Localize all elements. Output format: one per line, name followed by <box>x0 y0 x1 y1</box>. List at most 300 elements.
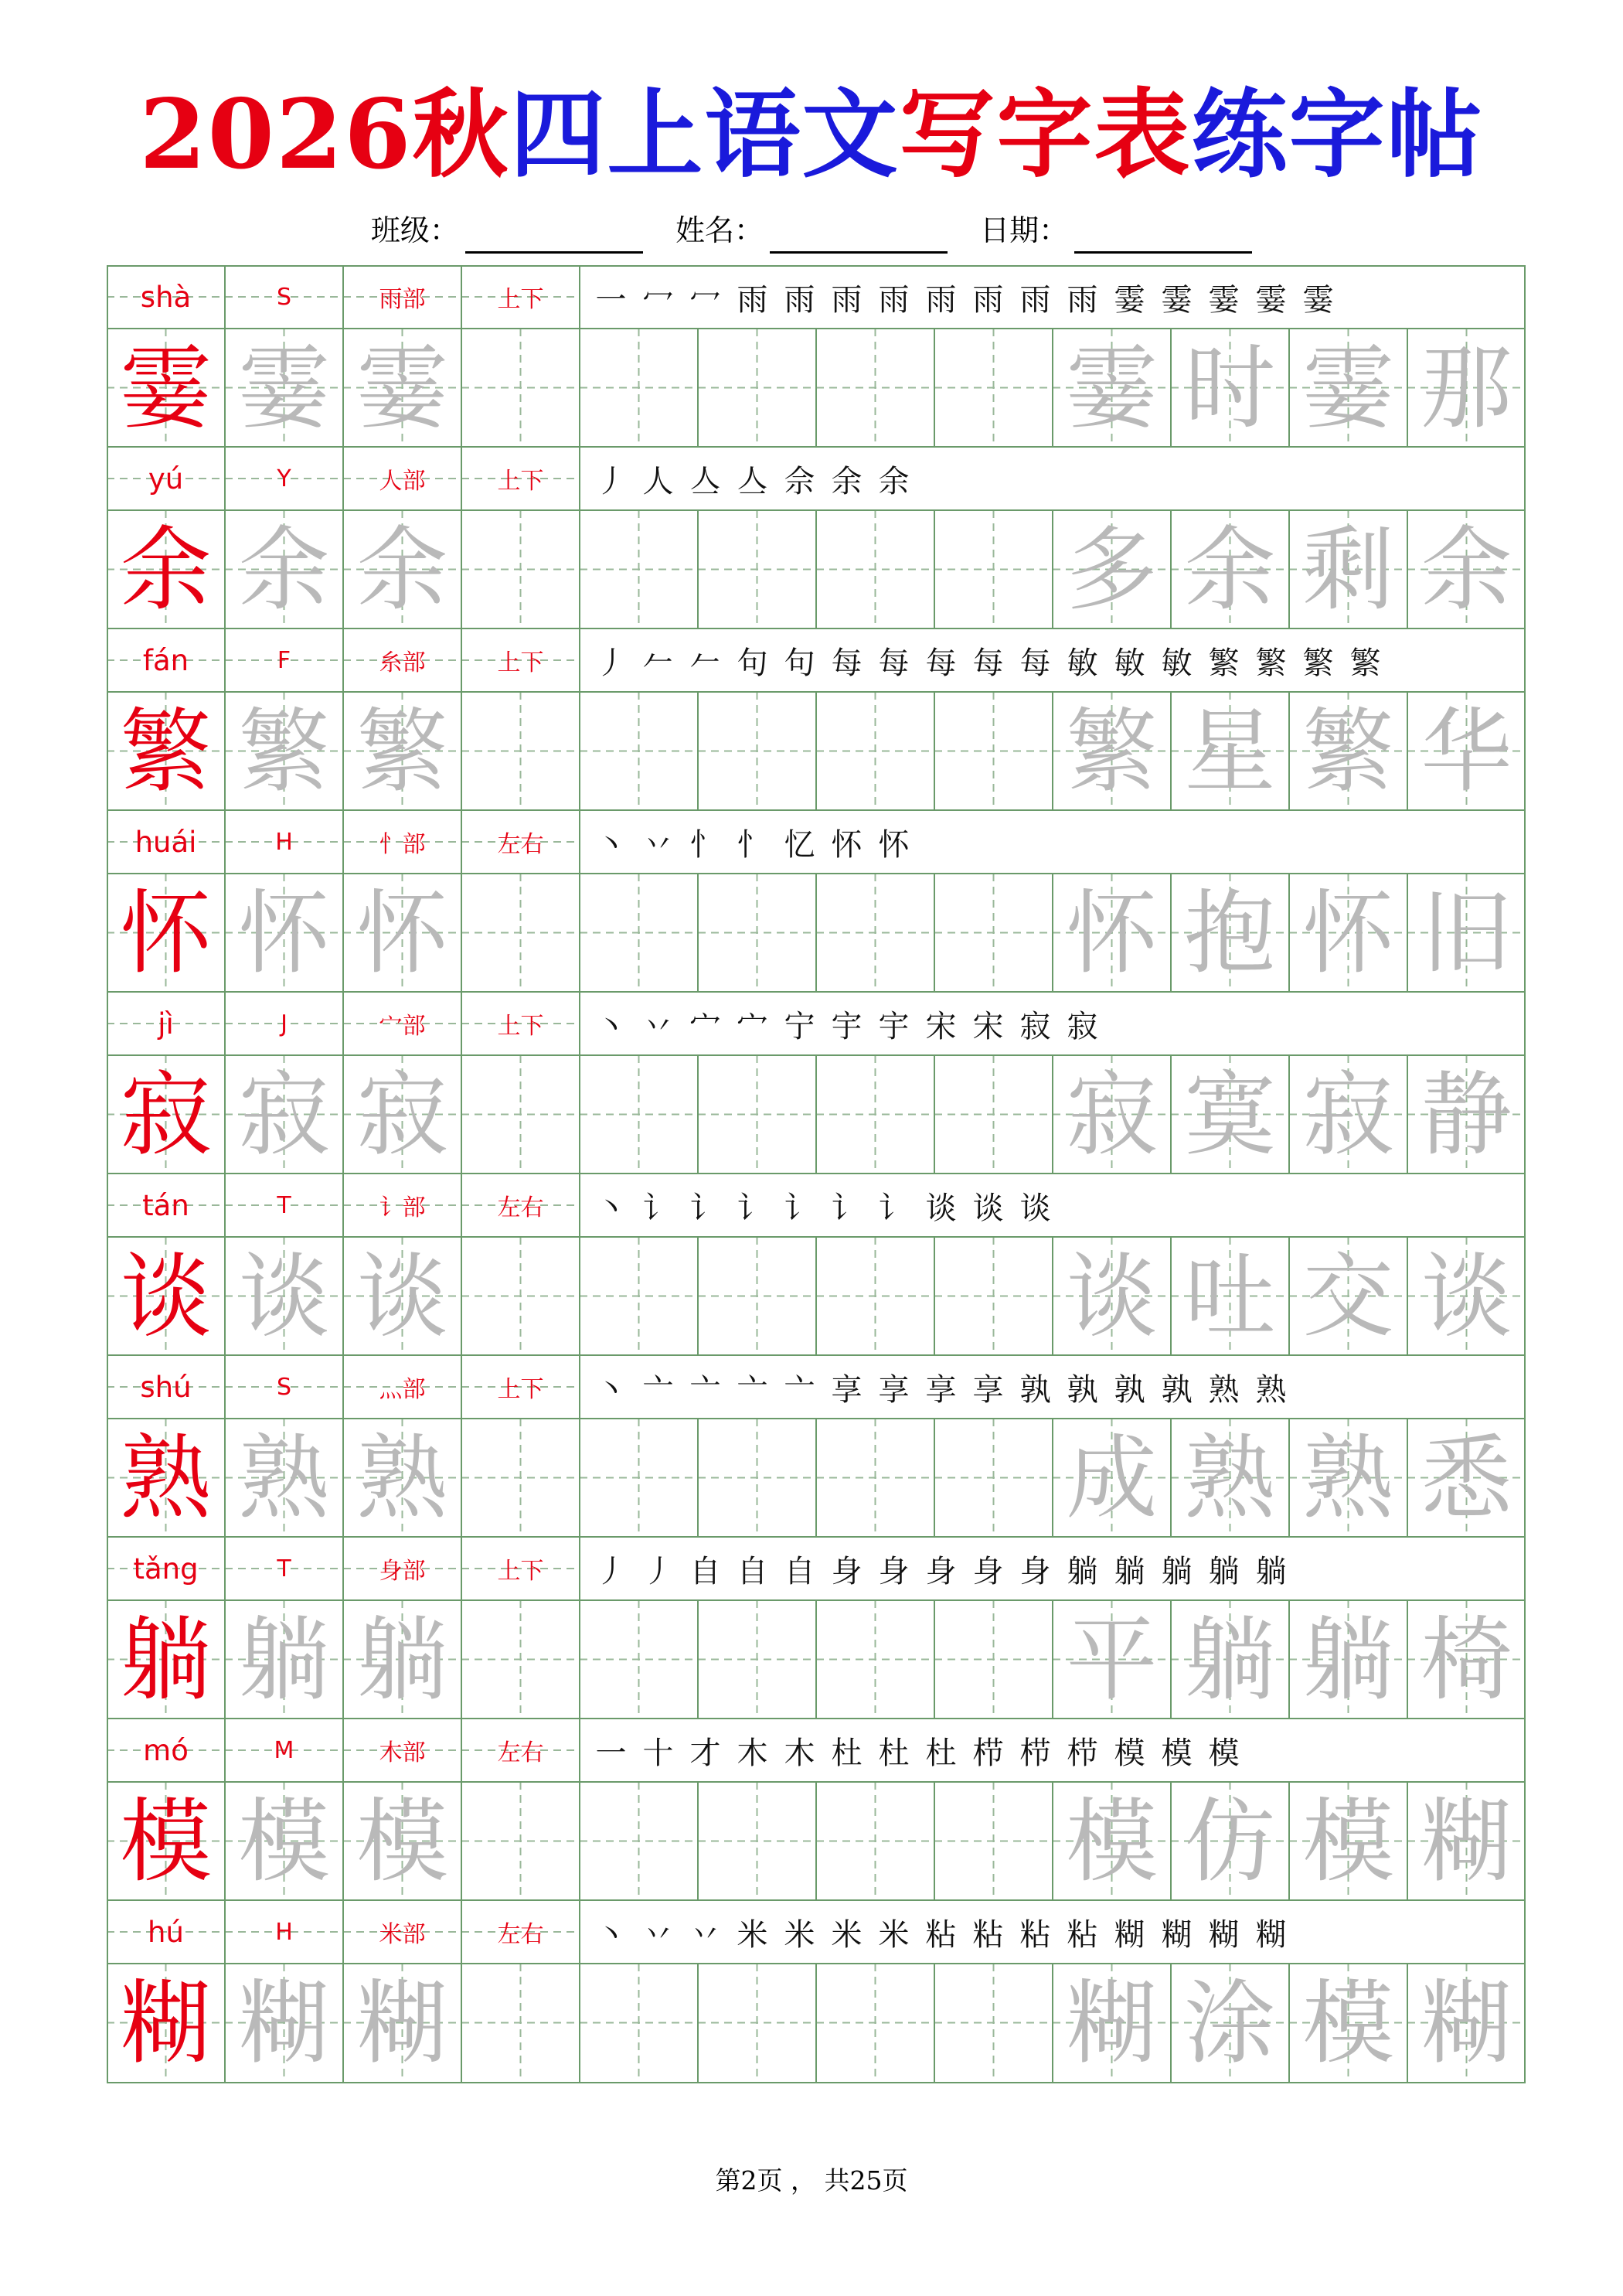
structure-label: 左右 <box>497 1739 544 1766</box>
initial-letter-cell <box>225 447 343 510</box>
stroke-step: 宀 <box>737 1008 768 1044</box>
trace-character: 余 <box>356 516 448 623</box>
word-trace-character: 多 <box>1066 516 1158 623</box>
stroke-order-row <box>580 629 1526 692</box>
radical-label: 糸部 <box>379 649 426 676</box>
stroke-step: 丿 <box>595 1553 627 1589</box>
model-character: 寂 <box>120 1061 212 1168</box>
title-segment: 四上语文 <box>509 79 900 191</box>
stroke-step: 模 <box>1114 1735 1145 1771</box>
stroke-step: 丿 <box>642 1553 674 1589</box>
word-trace-character-cell <box>1171 1419 1289 1537</box>
stroke-step: 讠 <box>831 1190 863 1226</box>
stroke-step: 躺 <box>1161 1553 1193 1589</box>
word-trace-character-cell <box>1171 1782 1289 1900</box>
stroke-step: 讠 <box>737 1190 768 1226</box>
initial-letter: M <box>274 1736 294 1764</box>
stroke-step: 余 <box>831 463 863 499</box>
word-trace-character-cell <box>1053 1055 1171 1174</box>
word-trace-character: 抱 <box>1184 879 1276 986</box>
radical-label: 木部 <box>379 1739 426 1766</box>
initial-letter: Y <box>277 465 291 492</box>
stroke-step: 丷 <box>642 1008 674 1044</box>
word-trace-character-cell <box>1289 692 1407 810</box>
pinyin-label-cell <box>107 629 225 692</box>
word-trace-character-cell <box>1053 329 1171 447</box>
stroke-step: 每 <box>925 645 957 681</box>
model-character: 糊 <box>120 1969 212 2076</box>
structure-label: 上下 <box>497 1376 544 1403</box>
model-character-cell <box>107 1782 225 1900</box>
stroke-step: 宀 <box>689 1008 721 1044</box>
trace-character: 谈 <box>356 1242 448 1350</box>
word-trace-character: 那 <box>1421 334 1512 441</box>
structure-label: 上下 <box>497 286 544 313</box>
stroke-order-row <box>580 1537 1526 1600</box>
model-character-cell <box>107 1419 225 1537</box>
structure-label-cell <box>461 810 580 874</box>
pinyin-label: mó <box>143 1733 189 1767</box>
radical-label: 身部 <box>379 1558 426 1585</box>
stroke-step: 雨 <box>925 281 957 318</box>
stroke-step: 木 <box>737 1735 768 1771</box>
radical-label-cell <box>343 447 461 510</box>
stroke-step: 每 <box>878 645 910 681</box>
word-trace-character-cell <box>1407 1600 1526 1719</box>
stroke-step: 每 <box>972 645 1004 681</box>
word-trace-character-cell <box>1407 692 1526 810</box>
word-trace-character-cell <box>1407 510 1526 629</box>
stroke-step: 宇 <box>831 1008 863 1044</box>
trace-character: 怀 <box>238 879 330 986</box>
stroke-step: 繁 <box>1349 645 1381 681</box>
model-character-cell <box>107 1600 225 1719</box>
word-trace-character-cell <box>1053 874 1171 992</box>
stroke-step: 身 <box>1019 1553 1051 1589</box>
initial-letter: H <box>275 1918 293 1946</box>
stroke-step: 怀 <box>878 826 910 863</box>
stroke-step: 佘 <box>784 463 815 499</box>
trace-character-cell <box>225 329 343 447</box>
stroke-step: 身 <box>831 1553 863 1589</box>
trace-character: 怀 <box>356 879 448 986</box>
word-trace-character-cell <box>1289 1237 1407 1355</box>
trace-character: 糊 <box>238 1969 330 2076</box>
stroke-step: 忄 <box>689 826 721 863</box>
stroke-step: 模 <box>1208 1735 1240 1771</box>
word-trace-character-cell <box>1171 874 1289 992</box>
stroke-order-row <box>580 1174 1526 1237</box>
word-trace-character-cell <box>1407 1782 1526 1900</box>
radical-label-cell <box>343 810 461 874</box>
word-trace-character-cell <box>1289 329 1407 447</box>
stroke-step: 熟 <box>1208 1371 1240 1408</box>
stroke-step: 杜 <box>925 1735 957 1771</box>
pinyin-label: shà <box>140 280 192 314</box>
stroke-step: 讠 <box>784 1190 815 1226</box>
stroke-step: 丶 <box>595 1190 627 1226</box>
stroke-step: 糊 <box>1161 1916 1193 1953</box>
stroke-step: 丶 <box>595 826 627 863</box>
word-trace-character: 涂 <box>1184 1969 1276 2076</box>
word-trace-character: 霎 <box>1066 334 1158 441</box>
stroke-step: 敏 <box>1114 645 1145 681</box>
structure-label: 左右 <box>497 831 544 858</box>
stroke-step: 糊 <box>1114 1916 1145 1953</box>
word-trace-character-cell <box>1053 692 1171 810</box>
word-trace-character-cell <box>1289 1964 1407 2082</box>
stroke-step: 糊 <box>1255 1916 1287 1953</box>
stroke-step: 一 <box>595 281 627 318</box>
stroke-step: 宁 <box>784 1008 815 1044</box>
trace-character: 躺 <box>356 1606 448 1713</box>
structure-label-cell <box>461 1719 580 1782</box>
stroke-order-row <box>580 992 1526 1055</box>
structure-label-cell <box>461 447 580 510</box>
word-trace-character-cell <box>1053 1782 1171 1900</box>
model-character-cell <box>107 510 225 629</box>
word-trace-character: 平 <box>1066 1606 1158 1713</box>
stroke-step: 亠 <box>642 1371 674 1408</box>
initial-letter-cell <box>225 265 343 329</box>
pinyin-label-cell <box>107 1900 225 1964</box>
word-trace-character-cell <box>1171 510 1289 629</box>
class-label: 班级： <box>370 213 459 247</box>
stroke-step: 繁 <box>1208 645 1240 681</box>
word-trace-character: 模 <box>1066 1787 1158 1895</box>
word-trace-character: 寂 <box>1066 1061 1158 1168</box>
trace-character: 寂 <box>238 1061 330 1168</box>
trace-character: 熟 <box>356 1424 448 1531</box>
trace-character-cell <box>343 692 461 810</box>
stroke-step: 雨 <box>1067 281 1098 318</box>
stroke-step: 孰 <box>1067 1371 1098 1408</box>
trace-character-cell <box>225 1055 343 1174</box>
pinyin-label-cell <box>107 810 225 874</box>
word-trace-character: 静 <box>1421 1061 1512 1168</box>
stroke-step: 粘 <box>925 1916 957 1953</box>
trace-character: 糊 <box>356 1969 448 2076</box>
model-character: 熟 <box>120 1424 212 1531</box>
stroke-step: 讠 <box>878 1190 910 1226</box>
name-blank <box>770 216 948 254</box>
stroke-step: 享 <box>925 1371 957 1408</box>
stroke-step: 糊 <box>1208 1916 1240 1953</box>
title-segment: 2026秋 <box>139 79 510 191</box>
stroke-step: 霎 <box>1255 281 1287 318</box>
word-trace-character-cell <box>1171 1964 1289 2082</box>
initial-letter: T <box>277 1191 291 1219</box>
stroke-step: 栉 <box>1067 1735 1098 1771</box>
stroke-step: 丿 <box>595 645 627 681</box>
stroke-step: 繁 <box>1302 645 1334 681</box>
radical-label: 人部 <box>379 468 426 495</box>
word-trace-character-cell <box>1171 1237 1289 1355</box>
model-character: 躺 <box>120 1606 212 1713</box>
title-segment: 练字帖 <box>1191 79 1484 191</box>
stroke-step: 𠂉 <box>689 645 721 681</box>
radical-label-cell <box>343 1719 461 1782</box>
stroke-step: 丶 <box>595 1916 627 1953</box>
page-title <box>0 73 1623 197</box>
stroke-step: 霎 <box>1114 281 1145 318</box>
stroke-step: 句 <box>784 645 815 681</box>
structure-label-cell <box>461 1355 580 1419</box>
trace-character: 寂 <box>356 1061 448 1168</box>
stroke-step: 一 <box>595 1735 627 1771</box>
structure-label: 左右 <box>497 1194 544 1221</box>
structure-label-cell <box>461 1537 580 1600</box>
stroke-step: 米 <box>831 1916 863 1953</box>
word-trace-character: 繁 <box>1302 697 1394 805</box>
stroke-step: 人 <box>642 463 674 499</box>
model-character-cell <box>107 1237 225 1355</box>
radical-label-cell <box>343 629 461 692</box>
stroke-step: 亠 <box>784 1371 815 1408</box>
initial-letter-cell <box>225 1900 343 1964</box>
word-trace-character-cell <box>1289 1055 1407 1174</box>
stroke-step: 寂 <box>1067 1008 1098 1044</box>
stroke-step: 躺 <box>1255 1553 1287 1589</box>
stroke-step: 模 <box>1161 1735 1193 1771</box>
initial-letter-cell <box>225 1355 343 1419</box>
stroke-step: 身 <box>878 1553 910 1589</box>
word-trace-character: 星 <box>1184 697 1276 805</box>
initial-letter: J <box>281 1010 288 1037</box>
class-blank <box>465 216 643 254</box>
word-trace-character-cell <box>1407 1964 1526 2082</box>
trace-character-cell <box>343 1782 461 1900</box>
trace-character: 余 <box>238 516 330 623</box>
trace-character-cell <box>343 1964 461 2082</box>
name-label: 姓名： <box>675 213 764 247</box>
model-character: 模 <box>120 1787 212 1895</box>
trace-character-cell <box>343 329 461 447</box>
title-segment: 写字表 <box>899 79 1192 191</box>
student-info-line <box>0 207 1623 254</box>
pinyin-label: yú <box>148 462 184 496</box>
word-trace-character-cell <box>1053 1419 1171 1537</box>
radical-label-cell <box>343 992 461 1055</box>
stroke-step: 雨 <box>737 281 768 318</box>
trace-character: 谈 <box>238 1242 330 1350</box>
pinyin-label-cell <box>107 1719 225 1782</box>
word-trace-character-cell <box>1407 1055 1526 1174</box>
trace-character-cell <box>343 1055 461 1174</box>
radical-label-cell <box>343 1537 461 1600</box>
model-character: 谈 <box>120 1242 212 1350</box>
date-blank <box>1074 216 1252 254</box>
initial-letter-cell <box>225 1537 343 1600</box>
stroke-order-row <box>580 810 1526 874</box>
word-trace-character-cell <box>1289 1419 1407 1537</box>
trace-character-cell <box>225 1419 343 1537</box>
trace-character-cell <box>225 692 343 810</box>
stroke-step: 宋 <box>925 1008 957 1044</box>
trace-character-cell <box>225 1237 343 1355</box>
stroke-step: 粘 <box>1067 1916 1098 1953</box>
stroke-step: 米 <box>737 1916 768 1953</box>
stroke-step: 谈 <box>925 1190 957 1226</box>
word-trace-character-cell <box>1171 1055 1289 1174</box>
stroke-step: 米 <box>878 1916 910 1953</box>
word-trace-character: 糊 <box>1066 1969 1158 2076</box>
stroke-step: 寂 <box>1019 1008 1051 1044</box>
stroke-step: 杜 <box>878 1735 910 1771</box>
structure-label: 左右 <box>497 1921 544 1948</box>
stroke-step: 享 <box>878 1371 910 1408</box>
structure-label-cell <box>461 265 580 329</box>
word-trace-character-cell <box>1289 1600 1407 1719</box>
stroke-step: 句 <box>737 645 768 681</box>
stroke-step: 身 <box>925 1553 957 1589</box>
model-character-cell <box>107 692 225 810</box>
stroke-step: 享 <box>972 1371 1004 1408</box>
stroke-order-row <box>580 1719 1526 1782</box>
practice-sheet <box>107 265 1526 2083</box>
stroke-step: 每 <box>831 645 863 681</box>
word-trace-character: 椅 <box>1421 1606 1512 1713</box>
stroke-step: 𠂉 <box>642 645 674 681</box>
stroke-step: 雨 <box>831 281 863 318</box>
stroke-step: 宇 <box>878 1008 910 1044</box>
initial-letter: H <box>275 828 293 856</box>
stroke-step: 亠 <box>689 1371 721 1408</box>
model-character-cell <box>107 329 225 447</box>
model-character-cell <box>107 1964 225 2082</box>
pinyin-label: huái <box>134 825 197 859</box>
trace-character-cell <box>225 874 343 992</box>
stroke-step: 讠 <box>642 1190 674 1226</box>
trace-character: 繁 <box>238 697 330 805</box>
pinyin-label: jì <box>158 1007 174 1041</box>
word-trace-character: 寂 <box>1302 1061 1394 1168</box>
word-trace-character: 成 <box>1066 1424 1158 1531</box>
structure-label: 上下 <box>497 1013 544 1040</box>
stroke-step: 余 <box>878 463 910 499</box>
model-character: 怀 <box>120 879 212 986</box>
stroke-step: 才 <box>689 1735 721 1771</box>
trace-character: 繁 <box>356 697 448 805</box>
stroke-step: 栉 <box>1019 1735 1051 1771</box>
word-trace-character-cell <box>1289 874 1407 992</box>
stroke-step: 躺 <box>1208 1553 1240 1589</box>
stroke-step: 宋 <box>972 1008 1004 1044</box>
stroke-step: 亼 <box>689 463 721 499</box>
stroke-step: 怀 <box>831 826 863 863</box>
pinyin-label: fán <box>142 643 189 677</box>
word-trace-character-cell <box>1171 329 1289 447</box>
initial-letter-cell <box>225 629 343 692</box>
stroke-step: 十 <box>642 1735 674 1771</box>
stroke-step: 亠 <box>737 1371 768 1408</box>
stroke-step: 雨 <box>878 281 910 318</box>
word-trace-character: 时 <box>1184 334 1276 441</box>
word-trace-character-cell <box>1407 1237 1526 1355</box>
word-trace-character: 糊 <box>1421 1787 1512 1895</box>
stroke-step: 丷 <box>689 1916 721 1953</box>
stroke-step: 孰 <box>1114 1371 1145 1408</box>
word-trace-character-cell <box>1053 1964 1171 2082</box>
stroke-step: 雨 <box>1019 281 1051 318</box>
radical-label: 宀部 <box>379 1013 426 1040</box>
trace-character-cell <box>343 1237 461 1355</box>
stroke-step: 熟 <box>1255 1371 1287 1408</box>
trace-character-cell <box>225 1600 343 1719</box>
pinyin-label: tán <box>142 1188 189 1222</box>
word-trace-character-cell <box>1289 1782 1407 1900</box>
radical-label: 灬部 <box>379 1376 426 1403</box>
word-trace-character: 吐 <box>1184 1242 1276 1350</box>
trace-character: 霎 <box>356 334 448 441</box>
stroke-step: 雨 <box>784 281 815 318</box>
pinyin-label-cell <box>107 1537 225 1600</box>
word-trace-character: 谈 <box>1421 1242 1512 1350</box>
word-trace-character: 谈 <box>1066 1242 1158 1350</box>
trace-character-cell <box>343 1419 461 1537</box>
word-trace-character: 躺 <box>1184 1606 1276 1713</box>
trace-character-cell <box>343 1600 461 1719</box>
structure-label: 上下 <box>497 468 544 495</box>
word-trace-character: 寞 <box>1184 1061 1276 1168</box>
stroke-step: 丿 <box>595 463 627 499</box>
word-trace-character-cell <box>1289 510 1407 629</box>
word-trace-character: 躺 <box>1302 1606 1394 1713</box>
word-trace-character: 悉 <box>1421 1424 1512 1531</box>
trace-character: 霎 <box>238 334 330 441</box>
structure-label: 上下 <box>497 1558 544 1585</box>
stroke-step: 自 <box>784 1553 815 1589</box>
word-trace-character: 繁 <box>1066 697 1158 805</box>
stroke-step: 米 <box>784 1916 815 1953</box>
word-trace-character-cell <box>1053 1600 1171 1719</box>
word-trace-character: 怀 <box>1302 879 1394 986</box>
stroke-step: 冖 <box>642 281 674 318</box>
stroke-step: 繁 <box>1255 645 1287 681</box>
stroke-step: 亼 <box>737 463 768 499</box>
radical-label: 忄部 <box>379 831 426 858</box>
pinyin-label: shú <box>140 1370 192 1404</box>
model-character: 繁 <box>120 697 212 805</box>
word-trace-character: 旧 <box>1421 879 1512 986</box>
structure-label-cell <box>461 1900 580 1964</box>
pinyin-label-cell <box>107 447 225 510</box>
initial-letter: S <box>276 1373 292 1401</box>
initial-letter-cell <box>225 992 343 1055</box>
stroke-step: 冖 <box>689 281 721 318</box>
initial-letter-cell <box>225 1174 343 1237</box>
trace-character-cell <box>225 510 343 629</box>
pinyin-label-cell <box>107 265 225 329</box>
stroke-step: 享 <box>831 1371 863 1408</box>
word-trace-character-cell <box>1407 874 1526 992</box>
stroke-step: 敏 <box>1161 645 1193 681</box>
word-trace-character-cell <box>1053 510 1171 629</box>
radical-label: 米部 <box>379 1921 426 1948</box>
word-trace-character-cell <box>1171 692 1289 810</box>
stroke-step: 忄 <box>737 826 768 863</box>
radical-label-cell <box>343 1900 461 1964</box>
stroke-step: 忆 <box>784 826 815 863</box>
date-label: 日期： <box>980 213 1069 247</box>
trace-character-cell <box>225 1964 343 2082</box>
word-trace-character: 熟 <box>1184 1424 1276 1531</box>
stroke-step: 粘 <box>1019 1916 1051 1953</box>
structure-label-cell <box>461 629 580 692</box>
stroke-order-row <box>580 265 1526 329</box>
initial-letter-cell <box>225 1719 343 1782</box>
page-footer: 第2页 ， 共25页 <box>715 2165 908 2196</box>
